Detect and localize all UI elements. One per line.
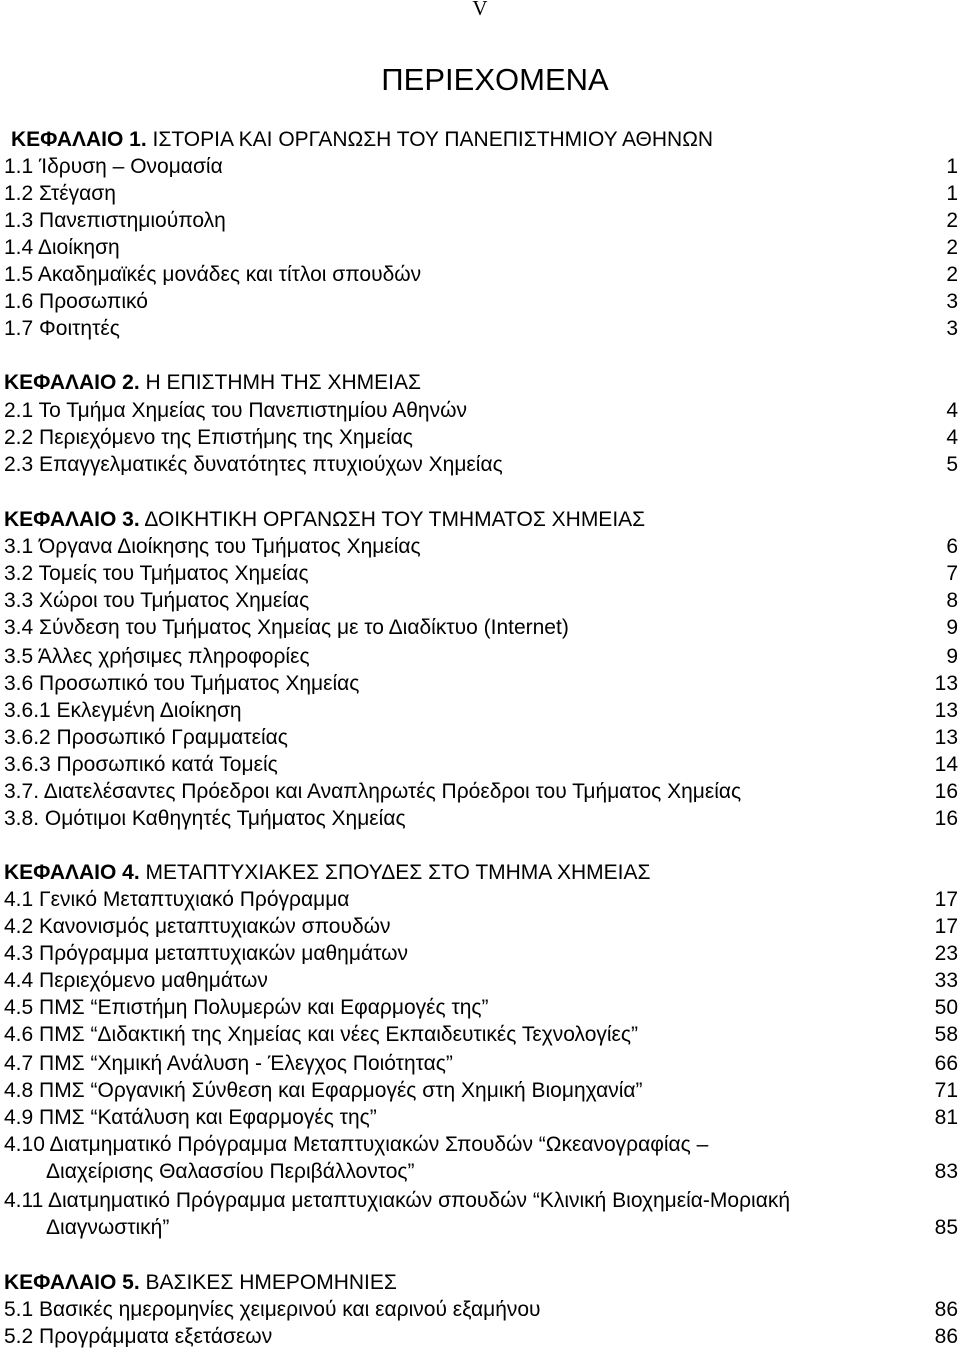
toc-entry-text: 1.4 Διοίκηση bbox=[4, 236, 120, 259]
toc-entry-page: 66 bbox=[934, 1052, 958, 1075]
toc-entry bbox=[0, 940, 960, 968]
toc-entry-page: 1 bbox=[946, 155, 958, 178]
toc-entry-text: 4.5 ΠΜΣ “Επιστήμη Πολυμερών και Εφαρμογές της” bbox=[4, 996, 489, 1019]
toc-entry-page: 13 bbox=[934, 726, 958, 749]
toc-entry bbox=[0, 913, 960, 941]
toc-entry-text: 4.8 ΠΜΣ “Οργανική Σύνθεση και Εφαρμογές στη Χημική Βιομηχανία” bbox=[4, 1079, 643, 1102]
toc-entry-page: 83 bbox=[934, 1160, 958, 1183]
toc-entry-page: 58 bbox=[934, 1023, 958, 1046]
toc-entry-text: 3.7. Διατελέσαντες Πρόεδροι και Αναπληρωτές Πρόεδροι του Τμήματος Χημείας bbox=[4, 780, 742, 803]
chapter-title: ΒΑΣΙΚΕΣ ΗΜΕΡΟΜΗΝΙΕΣ bbox=[139, 1271, 397, 1294]
toc-entry-text: 2.3 Επαγγελματικές δυνατότητες πτυχιούχων Χημείας bbox=[4, 453, 503, 476]
toc-entry bbox=[0, 643, 960, 671]
toc-entry-text: 4.11 Διατμηματικό Πρόγραμμα μεταπτυχιακών σπουδών “Κλινική Βιοχημεία-Μοριακή bbox=[4, 1189, 791, 1212]
toc-entry bbox=[0, 1296, 960, 1324]
toc-entry-text: 4.10 Διατμηματικό Πρόγραμμα Μεταπτυχιακών Σπουδών “Ωκεανογραφίας – bbox=[4, 1133, 709, 1156]
toc-entry bbox=[0, 697, 960, 725]
toc-entry bbox=[0, 886, 960, 914]
toc-entry-text: 4.6 ΠΜΣ “Διδακτική της Χημείας και νέες Εκπαιδευτικές Τεχνολογίες” bbox=[4, 1023, 639, 1046]
toc-entry bbox=[0, 288, 960, 316]
toc-entry bbox=[0, 1214, 960, 1242]
chapter-heading bbox=[0, 369, 960, 397]
toc-entry-text: 4.9 ΠΜΣ “Κατάλυση και Εφαρμογές της” bbox=[4, 1106, 377, 1129]
toc-entry-page: 85 bbox=[934, 1216, 958, 1239]
toc-entry-page: 17 bbox=[934, 888, 958, 911]
toc-entry-page: 33 bbox=[934, 969, 958, 992]
toc-entry bbox=[0, 424, 960, 452]
toc-entry-page: 5 bbox=[946, 453, 958, 476]
toc-entry bbox=[0, 1104, 960, 1132]
toc-entry-text: 3.3 Χώροι του Τμήματος Χημείας bbox=[4, 589, 310, 612]
toc-entry-page: 4 bbox=[946, 399, 958, 422]
chapter-heading bbox=[0, 859, 960, 887]
toc-entry-page: 6 bbox=[946, 535, 958, 558]
toc-entry bbox=[0, 1021, 960, 1049]
toc-entry bbox=[0, 1050, 960, 1078]
toc-entry-page: 2 bbox=[946, 236, 958, 259]
toc-entry-text: 4.7 ΠΜΣ “Χημική Ανάλυση - Έλεγχος Ποιότητας” bbox=[4, 1052, 453, 1075]
toc-entry bbox=[0, 397, 960, 425]
toc-entry-text: 3.6 Προσωπικό του Τμήματος Χημείας bbox=[4, 672, 360, 695]
toc-entry bbox=[0, 261, 960, 289]
chapter-title: Η ΕΠΙΣΤΗΜΗ ΤΗΣ ΧΗΜΕΙΑΣ bbox=[139, 371, 421, 394]
toc-entry-page: 13 bbox=[934, 672, 958, 695]
toc-entry-page: 50 bbox=[934, 996, 958, 1019]
chapter-heading-text bbox=[4, 1269, 397, 1297]
toc-entry bbox=[0, 1131, 960, 1159]
toc-entry bbox=[0, 614, 960, 642]
toc-entry-page: 16 bbox=[934, 807, 958, 830]
toc-entry bbox=[0, 560, 960, 588]
page-number: V bbox=[472, 0, 488, 20]
toc-entry-page: 86 bbox=[934, 1325, 958, 1348]
toc-entry bbox=[0, 1187, 960, 1215]
toc-entry-text: 1.7 Φοιτητές bbox=[4, 317, 120, 340]
chapter-label: ΚΕΦΑΛΑΙΟ 1. bbox=[11, 128, 147, 151]
toc-entry-page: 9 bbox=[946, 616, 958, 639]
toc-entry bbox=[0, 153, 960, 181]
toc-entry-text: 1.3 Πανεπιστημιούπολη bbox=[4, 209, 226, 232]
toc-entry-text: 4.3 Πρόγραμμα μεταπτυχιακών μαθημάτων bbox=[4, 942, 408, 965]
toc-entry-page: 13 bbox=[934, 699, 958, 722]
chapter-title: ΙΣΤΟΡΙΑ ΚΑΙ ΟΡΓΑΝΩΣΗ ΤΟΥ ΠΑΝΕΠΙΣΤΗΜΙΟΥ ΑΘΗΝΩΝ bbox=[146, 128, 714, 151]
chapter-label: ΚΕΦΑΛΑΙΟ 5. bbox=[4, 1271, 140, 1294]
toc-entry bbox=[0, 1158, 960, 1186]
toc-entry bbox=[0, 207, 960, 235]
page-title: ΠΕΡΙΕΧΟΜΕΝΑ bbox=[381, 62, 609, 97]
chapter-heading-text bbox=[4, 506, 645, 534]
toc-entry bbox=[0, 234, 960, 262]
chapter-heading-text bbox=[4, 859, 650, 887]
toc-entry-text: 3.2 Τομείς του Τμήματος Χημείας bbox=[4, 562, 309, 585]
toc-entry-text: 2.2 Περιεχόμενο της Επιστήμης της Χημείας bbox=[4, 426, 413, 449]
chapter-label: ΚΕΦΑΛΑΙΟ 4. bbox=[4, 861, 140, 884]
toc-entry-page: 17 bbox=[934, 915, 958, 938]
toc-entry-page: 9 bbox=[946, 645, 958, 668]
toc-entry-text: Διαγνωστική” bbox=[46, 1216, 170, 1239]
chapter-title: ΔΟΙΚΗΤΙΚΗ ΟΡΓΑΝΩΣΗ ΤΟΥ ΤΜΗΜΑΤΟΣ ΧΗΜΕΙΑΣ bbox=[139, 508, 646, 531]
toc-entry bbox=[0, 751, 960, 779]
toc-entry-text: 4.4 Περιεχόμενο μαθημάτων bbox=[4, 969, 268, 992]
toc-entry-page: 3 bbox=[946, 290, 958, 313]
toc-entry-page: 3 bbox=[946, 317, 958, 340]
toc-entry-page: 23 bbox=[934, 942, 958, 965]
toc-entry-page: 4 bbox=[946, 426, 958, 449]
toc-entry-page: 1 bbox=[946, 182, 958, 205]
chapter-label: ΚΕΦΑΛΑΙΟ 2. bbox=[4, 371, 140, 394]
toc-entry bbox=[0, 778, 960, 806]
chapter-heading bbox=[0, 506, 960, 534]
toc-entry-text: 1.2 Στέγαση bbox=[4, 182, 116, 205]
toc-entry-text: 4.2 Κανονισμός μεταπτυχιακών σπουδών bbox=[4, 915, 391, 938]
toc-entry-page: 16 bbox=[934, 780, 958, 803]
toc-entry bbox=[0, 533, 960, 561]
chapter-heading bbox=[0, 1269, 960, 1297]
toc-entry bbox=[0, 587, 960, 615]
toc-entry-page: 2 bbox=[946, 209, 958, 232]
toc-entry-text: 3.6.3 Προσωπικό κατά Τομείς bbox=[4, 753, 278, 776]
toc-entry bbox=[0, 670, 960, 698]
toc-entry-text: 3.6.2 Προσωπικό Γραμματείας bbox=[4, 726, 288, 749]
chapter-heading bbox=[0, 126, 960, 154]
toc-entry-text: 3.8. Ομότιμοι Καθηγητές Τμήματος Χημείας bbox=[4, 807, 406, 830]
toc-entry-text: 5.2 Προγράμματα εξετάσεων bbox=[4, 1325, 273, 1348]
toc-entry bbox=[0, 315, 960, 343]
toc-entry-text: 4.1 Γενικό Μεταπτυχιακό Πρόγραμμα bbox=[4, 888, 350, 911]
toc-entry-text: 1.5 Ακαδημαϊκές μονάδες και τίτλοι σπουδών bbox=[4, 263, 422, 286]
toc-entry-page: 71 bbox=[934, 1079, 958, 1102]
toc-entry-page: 8 bbox=[946, 589, 958, 612]
toc-entry bbox=[0, 180, 960, 208]
toc-entry-page: 81 bbox=[934, 1106, 958, 1129]
toc-entry-text: 3.4 Σύνδεση του Τμήματος Χημείας με το Διαδίκτυο (Internet) bbox=[4, 616, 569, 639]
toc-entry-text: 3.5 Άλλες χρήσιμες πληροφορίες bbox=[4, 645, 310, 668]
toc-entry-text: 1.1 Ίδρυση – Ονομασία bbox=[4, 155, 223, 178]
toc-entry bbox=[0, 967, 960, 995]
toc-entry bbox=[0, 1077, 960, 1105]
toc-entry bbox=[0, 1323, 960, 1351]
chapter-heading-text bbox=[11, 126, 713, 154]
toc-entry-text: 5.1 Βασικές ημερομηνίες χειμερινού και εαρινού εξαμήνου bbox=[4, 1298, 541, 1321]
toc-entry bbox=[0, 805, 960, 833]
toc-entry-page: 86 bbox=[934, 1298, 958, 1321]
chapter-title: ΜΕΤΑΠΤΥΧΙΑΚΕΣ ΣΠΟΥΔΕΣ ΣΤΟ ΤΜΗΜΑ ΧΗΜΕΙΑΣ bbox=[139, 861, 651, 884]
toc-entry-text: 2.1 Το Τμήμα Χημείας του Πανεπιστημίου Αθηνών bbox=[4, 399, 467, 422]
toc-entry-page: 7 bbox=[946, 562, 958, 585]
toc-entry-text: 1.6 Προσωπικό bbox=[4, 290, 148, 313]
toc-entry-text: 3.6.1 Εκλεγμένη Διοίκηση bbox=[4, 699, 242, 722]
toc-entry-page: 2 bbox=[946, 263, 958, 286]
toc-entry-page: 14 bbox=[934, 753, 958, 776]
toc-entry-text: 3.1 Όργανα Διοίκησης του Τμήματος Χημείας bbox=[4, 535, 421, 558]
toc-entry bbox=[0, 451, 960, 479]
chapter-heading-text bbox=[4, 369, 421, 397]
toc-entry bbox=[0, 724, 960, 752]
chapter-label: ΚΕΦΑΛΑΙΟ 3. bbox=[4, 508, 140, 531]
toc-entry-text: Διαχείρισης Θαλασσίου Περιβάλλοντος” bbox=[46, 1160, 415, 1183]
toc-entry bbox=[0, 994, 960, 1022]
